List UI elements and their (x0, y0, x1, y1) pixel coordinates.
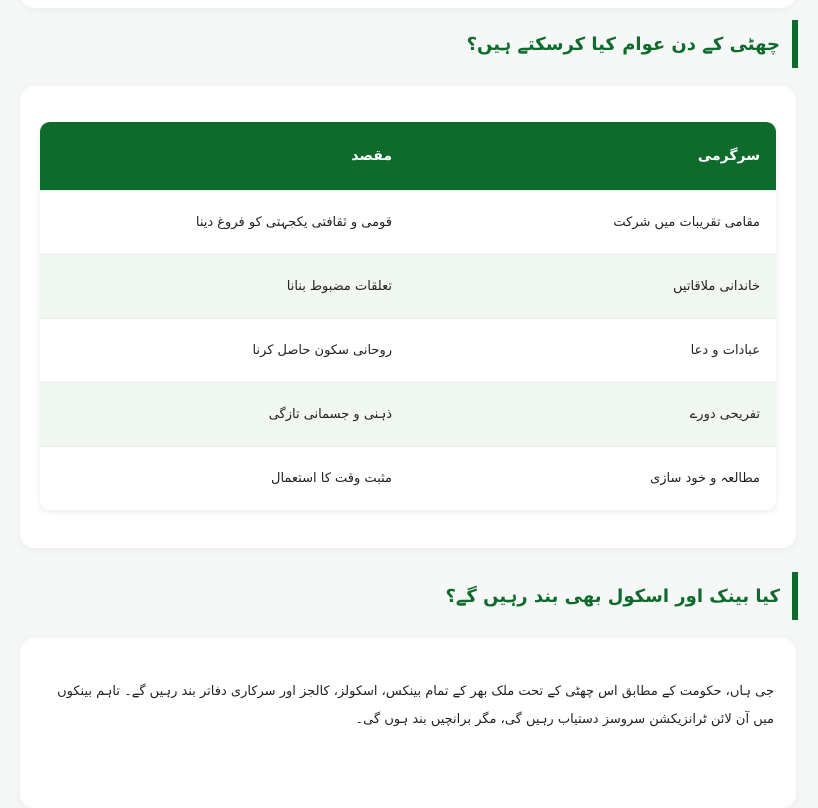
purpose-cell: قومی و ثقافتی یکجہتی کو فروغ دینا (40, 190, 408, 254)
previous-section-card (20, 0, 796, 8)
activities-table (40, 122, 776, 510)
table-row (40, 318, 776, 382)
purpose-cell: ذہنی و جسمانی تازگی (40, 382, 408, 446)
activity-cell: مطالعہ و خود سازی (408, 446, 776, 510)
purpose-cell: مثبت وقت کا استعمال (40, 446, 408, 510)
table-header-row (40, 122, 776, 190)
activity-cell: خاندانی ملاقاتیں (408, 254, 776, 318)
activity-cell: تفریحی دورے (408, 382, 776, 446)
table-row (40, 382, 776, 446)
table-row (40, 446, 776, 510)
section-title: چھٹی کے دن عوام کیا کرسکتے ہیں؟ (466, 33, 780, 55)
section-heading-holiday-activities (467, 20, 798, 68)
table-row (40, 254, 776, 318)
activity-cell: عبادات و دعا (408, 318, 776, 382)
banks-schools-card (20, 638, 796, 808)
activity-cell: مقامی تقریبات میں شرکت (408, 190, 776, 254)
purpose-cell: روحانی سکون حاصل کرنا (40, 318, 408, 382)
table-row (40, 190, 776, 254)
column-header-purpose: مقصد (351, 147, 392, 164)
purpose-cell: تعلقات مضبوط بنانا (40, 254, 408, 318)
section-heading-banks-schools (445, 572, 798, 620)
activities-card (20, 86, 796, 548)
answer-paragraph: جی ہاں، حکومت کے مطابق اس چھٹی کے تحت ملک بھر کے تمام بینکس، اسکولز، کالجز اور سرکاری دفاتر بند رہیں گے۔ تاہم بینکوں میں آن لائن ٹرانزیکشن سروسز دستیاب رہیں گی، مگر برانچیں بند ہوں گی۔ (57, 684, 774, 727)
column-header-activity: سرگرمی (697, 147, 760, 164)
section-title: کیا بینک اور اسکول بھی بند رہیں گے؟ (445, 585, 780, 607)
